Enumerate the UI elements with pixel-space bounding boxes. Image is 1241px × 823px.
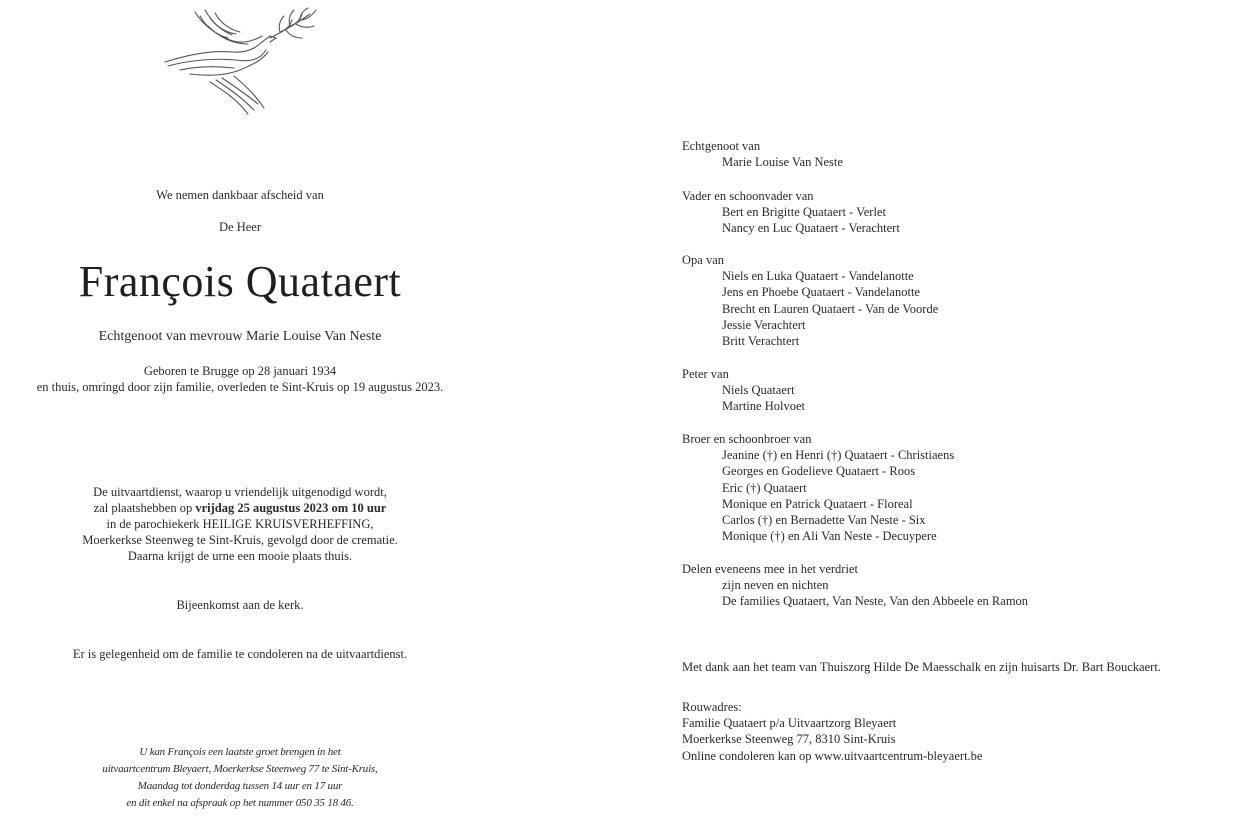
service-line-2	[0, 500, 480, 516]
group-member: Georges en Godelieve Quataert - Roos	[722, 464, 916, 479]
visit-line: Maandag tot donderdag tussen 14 uur en 17 uur	[137, 780, 343, 792]
address-line: Familie Quataert p/a Uitvaartzorg Bleyaert	[682, 716, 897, 731]
group-member: Niels en Luka Quataert - Vandelanotte	[722, 269, 914, 284]
group-member: Brecht en Lauren Quataert - Van de Voorde	[722, 301, 939, 316]
service-date-time: vrijdag 25 augustus 2023 om 10 uur	[195, 501, 387, 515]
family-group-grandchildren	[682, 252, 938, 349]
group-member: Jens en Phoebe Quataert - Vandelanotte	[722, 285, 920, 300]
group-member: Eric (†) Quataert	[722, 480, 807, 495]
visit-line: uitvaartcentrum Bleyaert, Moerkerkse Steenweg 77 te Sint-Kruis,	[102, 763, 378, 775]
group-member: zijn neven en nichten	[722, 578, 829, 593]
group-member: Jeanine (†) en Henri (†) Quataert - Christiaens	[722, 448, 955, 463]
visit-line: U kan François een laatste groet brengen in het	[139, 746, 341, 758]
group-heading: Opa van	[682, 253, 724, 267]
birth-line: Geboren te Brugge op 28 januari 1934	[143, 364, 337, 378]
group-member: Bert en Brigitte Quataert - Verlet	[722, 205, 886, 220]
honorific: De Heer	[219, 220, 261, 234]
family-group-spouse	[682, 138, 843, 170]
left-column	[0, 0, 480, 823]
spouse-line: Echtgenoot van mevrouw Marie Louise Van Neste	[98, 329, 382, 344]
dove-icon	[160, 4, 330, 124]
group-member: Monique (†) en Ali Van Neste - Decuypere	[722, 529, 937, 544]
group-member: Marie Louise Van Neste	[722, 155, 843, 170]
family-group-siblings	[682, 431, 954, 544]
group-member: Martine Holvoet	[722, 399, 805, 414]
condolence-note: Er is gelegenheid om de familie te condoleren na de uitvaartdienst.	[72, 647, 408, 661]
group-heading: Delen eveneens mee in het verdriet	[682, 562, 858, 576]
address-label: Rouwadres:	[682, 700, 742, 714]
intro-text: We nemen dankbaar afscheid van	[156, 188, 324, 202]
online-condolence-line: Online condoleren kan op www.uitvaartcentrum-bleyaert.be	[682, 748, 983, 763]
group-member: Niels Quataert	[722, 383, 795, 398]
address-line: Moerkerkse Steenweg 77, 8310 Sint-Kruis	[682, 732, 896, 747]
mourning-address	[682, 699, 982, 764]
group-heading: Vader en schoonvader van	[682, 189, 814, 203]
service-line-3: in de parochiekerk HEILIGE KRUISVERHEFFING,	[106, 517, 374, 531]
family-group-others	[682, 561, 1028, 610]
right-column	[682, 0, 1241, 823]
group-member: Nancy en Luc Quataert - Verachtert	[722, 221, 900, 236]
group-member: Monique en Patrick Quataert - Floreal	[722, 496, 913, 511]
group-heading: Echtgenoot van	[682, 139, 761, 153]
death-line: en thuis, omringd door zijn familie, overleden te Sint-Kruis op 19 augustus 2023.	[36, 380, 444, 394]
service-line-2-text: zal plaatshebben op	[93, 501, 196, 515]
group-heading: Peter van	[682, 367, 729, 381]
deceased-name: François Quataert	[78, 257, 402, 306]
family-group-children	[682, 188, 900, 237]
service-line-4: Moerkerkse Steenweg te Sint-Kruis, gevolgd door de crematie.	[82, 533, 398, 547]
group-member: Britt Verachtert	[722, 334, 800, 349]
group-member: De families Quataert, Van Neste, Van den Abbeele en Ramon	[722, 594, 1029, 609]
gathering-note: Bijeenkomst aan de kerk.	[176, 598, 304, 612]
group-heading: Broer en schoonbroer van	[682, 432, 812, 446]
service-line-1: De uitvaartdienst, waarop u vriendelijk uitgenodigd wordt,	[93, 485, 387, 499]
family-group-godchildren	[682, 366, 805, 415]
group-member: Jessie Verachtert	[722, 317, 806, 332]
visit-line: en dit enkel na afspraak op het nummer 050 35 18 46.	[126, 797, 354, 809]
service-line-5: Daarna krijgt de urne een mooie plaats thuis.	[127, 549, 353, 563]
group-member: Carlos (†) en Bernadette Van Neste - Six	[722, 513, 926, 528]
thanks-note: Met dank aan het team van Thuiszorg Hilde De Maesschalk en zijn huisarts Dr. Bart Bouckaert.	[682, 660, 1161, 674]
